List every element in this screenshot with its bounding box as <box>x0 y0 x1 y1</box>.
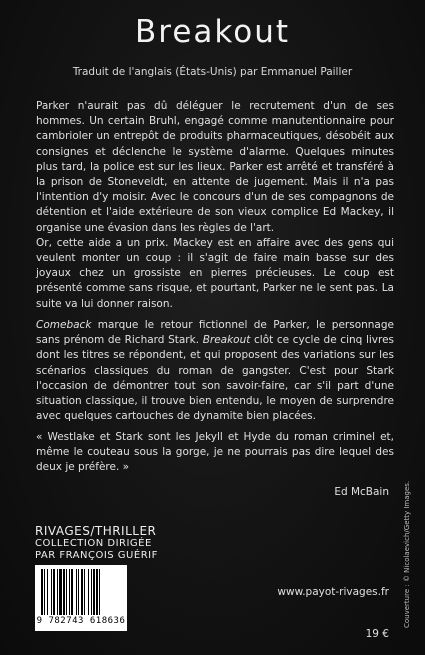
collection-logo <box>35 524 175 562</box>
isbn-number: 9 782743 618636 <box>36 616 126 626</box>
barcode-bar <box>100 569 102 615</box>
comeback-title: Comeback <box>36 319 92 331</box>
price-label: 19 € <box>365 628 389 640</box>
collection-name: RIVAGES/THRILLER <box>35 524 157 538</box>
breakout-title: Breakout <box>202 334 251 347</box>
isbn-barcode <box>35 565 127 631</box>
cover-credit: Couverture : © Nicolaevich/Getty Images. <box>403 480 411 628</box>
translator-line: Traduit de l'anglais (États-Unis) par Emmanuel Pailler <box>72 66 353 78</box>
series-paragraph <box>36 318 394 424</box>
synopsis-part-2: Or, cette aide a un prix. Mackey est en affaire avec des gens qui veulent monter un coup : il s'agit de faire main basse sur des joyaux chez un grossiste en pierres précieuses. Le coup est présenté comme sans risque, et pourtant, Parker ne le sent pas. La suite va lui donner raison. <box>36 236 394 310</box>
barcode-bars <box>41 569 121 615</box>
publisher-website: www.payot-rivages.fr <box>277 586 389 598</box>
synopsis-part-1: Parker n'aurait pas dû déléguer le recrutement d'un de ses hommes. Un certain Bruhl, engagé comme manutentionnaire pour cambrioler un entrepôt de produits pharmaceutiques, désobéit aux consignes et déclenche le système d'alarme. Quelques minutes plus tard, la police est sur les lieux. Parker est arrêté et transféré à la prison de Stoneveldt, en attente de jugement. Mais il n'a pas l'intention d'y moisir. Avec le concours d'un de ses compagnons de détention et l'aide extérieure de son vieux complice Ed Mackey, il organise une évasion dans les règles de l'art. <box>36 100 394 234</box>
book-title: Breakout <box>134 14 290 50</box>
series-text-a: marque le retour fictionnel de Parker, le personnage sans prénom de Richard Stark. <box>36 319 394 347</box>
press-quote: « Westlake et Stark sont les Jekyll et Hyde du roman criminel et, même le couteau sous la gorge, je ne pourrais pas dire lequel des deux je préfère. » <box>36 431 394 474</box>
series-text-b: clôt ce cycle de cinq livres dont les titres se répondent, et qui proposent des variations sur les scénarios classiques du roman de gangster. C'est pour Stark l'occasion de démontrer tout son savoir-faire, car s'il part d'une situation classique, il trouve bien entendu, le moyen de surprendre avec quelques cartouches de dynamite bien placées. <box>36 334 395 423</box>
collection-directed: COLLECTION DIRIGÉE <box>35 538 152 549</box>
synopsis-paragraph <box>36 99 394 312</box>
quote-author: Ed McBain <box>334 486 389 498</box>
collection-director: PAR FRANÇOIS GUÉRIF <box>35 550 158 561</box>
